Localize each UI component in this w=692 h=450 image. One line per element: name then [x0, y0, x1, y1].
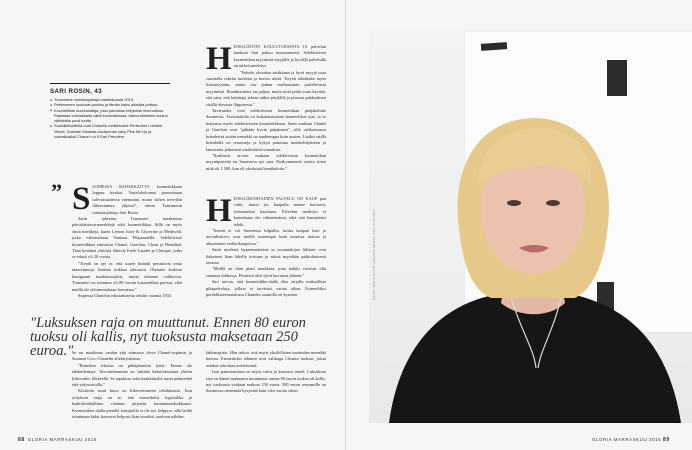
bio-rule — [50, 83, 170, 84]
paragraph: kosmetiikkaan loppuu levakat. Vartaloholonnot panostetaan tulevaisuudessa enemmän, mutta siihen tren-diin liiketoiminta jäljessä", toteaa Transmerin toimitusjohtaja Sari Rosin. — [92, 184, 182, 215]
mid-column — [206, 41, 326, 172]
bio-box — [50, 83, 170, 139]
page-number: 89 — [663, 437, 670, 443]
bio-list — [50, 97, 170, 139]
drop-cap: S — [72, 181, 91, 217]
paragraph: "Trendi on nyt se, että suuret brändit perustavat omia maaorinnoja, kunhan tiukkaa tahtoavat. Olemme kaikista kumppanit maahantuojiksi, mutta olemme valikoivia. Transmeri on toiminut yli 80 vuotta kosmetiikan parissa, eikä meillä ole aikomustakaan luovuttaa." — [72, 260, 182, 292]
folio-left — [18, 437, 97, 443]
quote-mark-icon: ” — [51, 179, 62, 204]
bottom-column-1 — [72, 350, 192, 420]
pull-quote: "Luksuksen raja on muuttunut. Ennen 80 euron tuoksu oli kallis, nyt tuoksusta maksetaan 250 euroa." — [30, 315, 306, 359]
paragraph: "Karkeasti arvion mukaan selektiivisen kosmetiikan myyntipisteitä on Suomessa nyt sata. Parikymmentä vuotta sitten niitä oli 1 500, kun oli yksityisiä kemikaloita." — [206, 152, 326, 171]
paragraph: pan valtti, mutta jos kaupalla menee huonosti, työtunneista karsitaan. Palvelun merkitys ei kuitenkaan ole vähenemässä, eikä sitä kannattaisi tehdä. — [233, 196, 326, 227]
folio-text: GLORIA MARRASKUU 2015 — [592, 437, 662, 442]
paragraph: "Brändien edustus on pitkäjänteistä työtä. Emme ole tähdenlentoja. Tavoitteenamme on välittää kaksitekstaisaa yhtiön liikevaihto liikkeellä. Se tapahtuu sekä hankkimalla uusia päämiehiä että yritysostoilla." — [72, 362, 192, 388]
bio-item: ► Kosmetiikan suurkuluttaja, joka panostaa erityisesti ihonhoitoon. Rakastaa voimakkaita väriä luomiväreissa. Aamurutiineihin kuuluu vähintään puoli tuntia. — [50, 108, 170, 124]
bio-item: ► Transmerin toimitusjohtaja maaliskuusta 2015. — [50, 97, 170, 102]
paragraph: Sarin mielestä hypermarketien ja tavaratalojen liikkeet ovat ilakaiseet liian lähelle toisiaan ja niissä myydään pääkohtaisesti tavaraa. — [206, 247, 326, 266]
paragraph: "Itsestä ei voi Suomessa kilpailla, koska kaupan kate ja arvonlisävero ovat meillä suurempia kuin monissa maissa ja aikomatoin verkkokaupoissa." — [206, 228, 326, 246]
paragraph: Tavaratalot ovat selektiivisen kosmetiikan pääjakeluite Suomessa. Tavaratalolla on kokonaisuutena haasteelliset ajat, ja se heijastuu myös selektiiviseen kosmetiikkaan. Sarin mukaan Chanel ja Guerlain ovat "pitkään hyvin pärjänneet", sillä valikoimassa brändeissä sisään menekki on taudtemppa kuin uusien. Lisäksi näillä brändeillä on resursseja ja kykyä panostaa tuotekehitykseen ja lanseerata jatkuvasti merkittäviä uutuuksia. — [206, 108, 326, 152]
drop-cap: H — [206, 193, 232, 229]
portrait-photo — [369, 28, 692, 423]
paragraph: Kiittävän suuri kuoo on liikevoittaneen tehokkuutta. Ison yrityksen etuja on se, että esimerkiksi logistiikka ja henkilöstöhallinto voidaan järjestää kustannustehokkaasti. Kosmetiikka-alalla pienillä toimijoilla ei ole nyt helppoa, sillä heillä toiminnan kulut kasvavat helposti liian suuriksi tuottoon nähden. — [72, 388, 192, 420]
paragraph: lakkauspiste. Hän uskoo, että myös yksilöllisten tuotteiden menekki kasvaa. Esimerkiksi tähänsä ovat valikuga Cleanin tuoksut, joista asiakas sekoittaa mieleisensä. — [206, 350, 326, 368]
paragraph: Sari toivoo, että kosmetiikka-alalla olisi tarjolla maksullisia pikapalveluja, jollain ei tarvitsisi varata aikaa. Esimerkiksi parilohlatavaratalossa Chanelin osastolla on kynsien — [206, 279, 326, 298]
black-top — [389, 296, 681, 423]
bio-name: SARI ROSIN, 43 — [50, 88, 103, 95]
lead-smallcaps: ENKILÖKOHTAINEN PALVELU ON KAUP — [233, 197, 318, 201]
folio-text: GLORIA MARRASKUU 2015 — [27, 437, 97, 442]
bottom-column-2 — [206, 350, 326, 395]
portrait-figure — [369, 28, 692, 423]
paragraph: Sarin johtama Transmeri maahantuo päivittäistavaramerkkejä sekä kosmetiikkaa. Sillä on myös omia merkkejä, kuten Lemon Juice & Glycerine ja Mediwith, jotka valmistetaan Vantaan Pitajamäellä. Selektiivistä kosmetiikkaa edustavat Chanel, Guerlain, Clean ja Herndbal. Tänä keväänä yhtiöstä lähtivät Estée Lauder ja Clinique, jotka se edusti yli 20 vuotta. — [72, 216, 182, 260]
paragraph: "Meillä on liian pieni markkina, jotta kaikki voisivat olla samassa lokkossa. Pesäessä olisi hyvä kuvastaa jälseen." — [206, 266, 326, 278]
photo-credit: KUVAT: MARJA-RIITTA VEKAMAA MEIKKI: SARI NUUTINEN — [373, 209, 376, 300]
paragraph: Suptessa Chanelin edustamisesta tehtiin vuonna 1933. — [78, 292, 173, 298]
intro-lead — [72, 181, 182, 217]
page-number: 88 — [18, 437, 25, 443]
intro-column — [72, 181, 182, 299]
bio-item: ► Perheeseen kuuluvat puoliso ja tämän kaksi aikuista poikaa. — [50, 102, 170, 107]
eye — [546, 200, 560, 206]
drop-cap: H — [206, 41, 232, 77]
mid-lead — [206, 41, 326, 77]
mid-column-2 — [206, 193, 326, 299]
eye — [507, 200, 521, 206]
paragraph: "Palvelu ohouttaa asiakkaan ja hyvä myyjä osaa suositella oikeita tuotteita ja kertoa niistä. Tieyoti tähdätään myös lisäsmyyntiin, mutta itse puhun mieluummin palvelevasta myynnistä. Brandtuotteita on paljon, mutta niitä pitää osata käyttää, että saisi, että kuluttaja jaksaa tutkia pöydällä ja pinossa pakkauksen sisällä olevasta flippusesta." — [206, 69, 326, 107]
lead-smallcaps: UOMESSA RAHAKKAITTO — [92, 185, 150, 189]
paragraph: Ison panostamisen on myös vaiva ja kanvava trendi. Luksuksen raja on hänen mukaansa muuttunut: ennen 80 euron tuoksu oli kallis, nyt tuoksusta voidaan maksaa 250 euroa. 500 euron seerumille on Suomessa menemää kysyntää kuin viisi vuotta sitten. — [206, 369, 326, 394]
folio-right — [592, 437, 673, 443]
lead-smallcaps: ENKILÖSTÖN KOULUTUKSESTA JA — [233, 45, 308, 49]
gutter — [345, 0, 346, 450]
mid2-lead — [206, 193, 326, 229]
paragraph: palvelun laadusta Sari puhuu innostuneesti. Selektiivisen kosmetiikan myymistä myyjälle ja hyvällä palvelulla on tärkeä merkitys. — [233, 44, 326, 69]
bio-item: ► Suosikkituotteita ovat Chanelin meikkivoide Perfection Lumière Velvet, Guerlain Kisskiss-huulipunan sävy Pink Me Up ja voimakkaiksi Chanel n:o 5 Eau Première. — [50, 123, 170, 139]
paragraph: Se on maailman vanhin yhä toimassa oleva Chanel-sopimus ja Suomen Coco Chanelin allekirjoittama. — [72, 350, 192, 362]
